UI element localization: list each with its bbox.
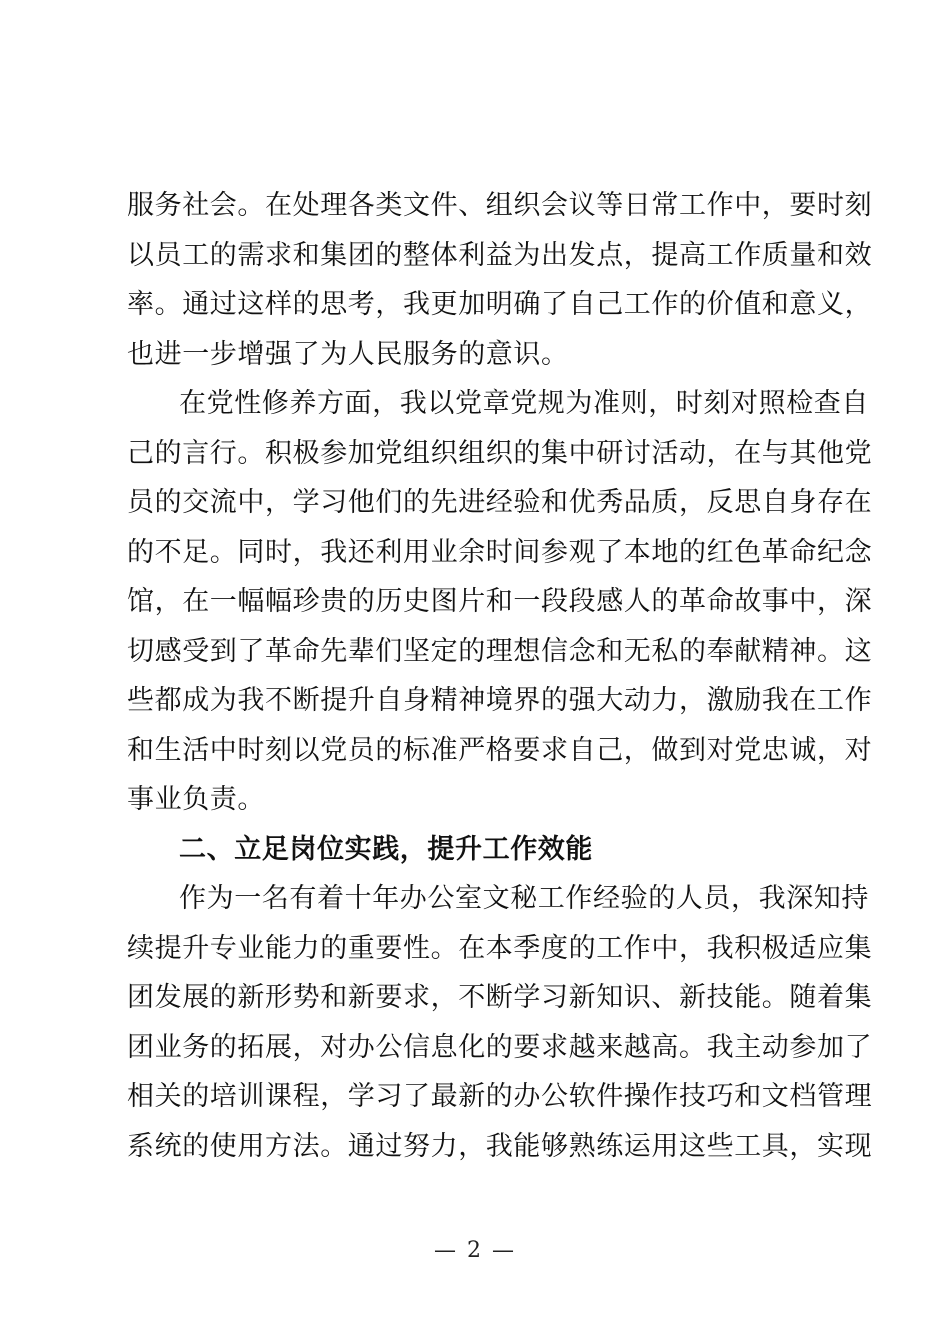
paragraph-2-line: 在党性修养方面，我以党章党规为准则，时刻对照检查自 bbox=[179, 388, 869, 419]
document-body bbox=[127, 181, 873, 1171]
paragraph-3-line: 团业务的拓展，对办公信息化的要求越来越高。我主动参加了 bbox=[127, 1031, 873, 1063]
paragraph-2-line: 的不足。同时，我还利用业余时间参观了本地的红色革命纪念 bbox=[127, 536, 873, 568]
paragraph-2-line: 些都成为我不断提升自身精神境界的强大动力，激励我在工作 bbox=[127, 685, 873, 716]
paragraph-2-line: 员的交流中，学习他们的先进经验和优秀品质，反思自身存在 bbox=[127, 487, 873, 518]
paragraph-1-line: 也进一步增强了为人民服务的意识。 bbox=[127, 338, 569, 370]
paragraph-3-line: 相关的培训课程，学习了最新的办公软件操作技巧和文档管理 bbox=[127, 1081, 873, 1112]
section-heading: 二、立足岗位实践，提升工作效能 bbox=[179, 833, 593, 865]
paragraph-2-line: 切感受到了革命先辈们坚定的理想信念和无私的奉献精神。这 bbox=[127, 635, 873, 667]
paragraph-3-line: 系统的使用方法。通过努力，我能够熟练运用这些工具，实现 bbox=[127, 1130, 873, 1162]
paragraph-1-line: 率。通过这样的思考，我更加明确了自己工作的价值和意义， bbox=[127, 289, 873, 320]
paragraph-2-line: 事业负责。 bbox=[127, 784, 265, 815]
paragraph-3-line: 作为一名有着十年办公室文秘工作经验的人员，我深知持 bbox=[179, 883, 869, 914]
paragraph-2-line: 和生活中时刻以党员的标准严格要求自己，做到对党忠诚，对 bbox=[127, 734, 873, 766]
paragraph-3-line: 团发展的新形势和新要求，不断学习新知识、新技能。随着集 bbox=[127, 982, 873, 1013]
page-number: — 2 — bbox=[434, 1238, 516, 1263]
paragraph-2-line: 己的言行。积极参加党组织组织的集中研讨活动，在与其他党 bbox=[127, 437, 873, 469]
paragraph-1-line: 以员工的需求和集团的整体利益为出发点，提高工作质量和效 bbox=[127, 239, 873, 271]
paragraph-1-line: 服务社会。在处理各类文件、组织会议等日常工作中，要时刻 bbox=[127, 190, 873, 221]
paragraph-2-line: 馆，在一幅幅珍贵的历史图片和一段段感人的革命故事中，深 bbox=[127, 586, 873, 617]
paragraph-3-line: 续提升专业能力的重要性。在本季度的工作中，我积极适应集 bbox=[127, 932, 873, 964]
